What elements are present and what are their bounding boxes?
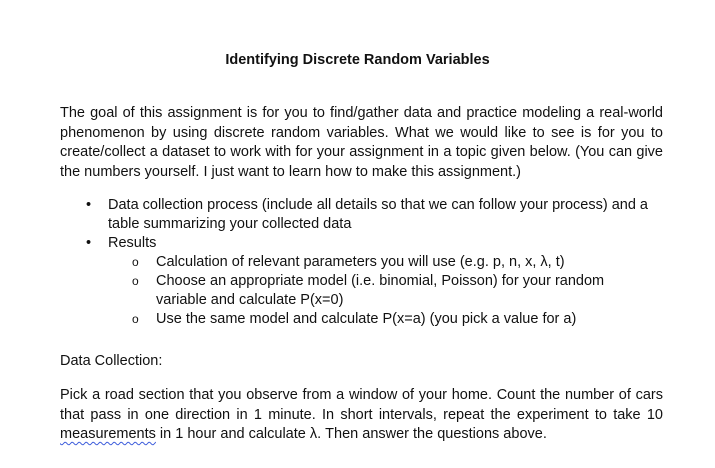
data-collection-paragraph [60,386,663,445]
bullet-text-results: Results [108,235,157,251]
document-title: Identifying Discrete Random Variables [225,52,490,68]
list-item [132,253,626,272]
intro-paragraph: The goal of this assignment is for you to find/gather data and practice modeling a real-world phenomenon by using discrete random variables. What we would like to see is for you to create/collect a dataset to work with for your assignment in a topic given below. (You can give the numbers yourself. I just want to learn how to make this assignment.) [60,105,663,180]
list-item [0,234,668,329]
results-sublist [108,253,668,329]
section-heading: Data Collection: [60,353,163,369]
list-item [0,196,668,234]
bullet-icon: • [86,197,92,213]
subitem-text: Use the same model and calculate P(x=a) (you pick a value for a) [156,311,577,327]
hollow-bullet-icon: o [132,255,139,269]
list-item [132,272,626,310]
data-collection-text-start: Pick a road section that you observe from a window of your home. Count the number of cars that pass in one direction in 1 minute. In short intervals, repeat the experiment to take 10 [60,387,663,423]
subitem-text: Calculation of relevant parameters you will use (e.g. p, n, x, λ, t) [156,254,565,270]
hollow-bullet-icon: o [132,312,139,326]
data-collection-text-end: in 1 hour and calculate λ. Then answer the questions above. [155,426,547,442]
hollow-bullet-icon: o [132,274,139,288]
bullet-icon: • [86,235,92,251]
spellcheck-flagged-word[interactable]: measurements [60,426,156,442]
bullet-text-data-collection: Data collection process (include all details so that we can follow your process) and a table summarizing your collected data [108,197,648,232]
subitem-text: Choose an appropriate model (i.e. binomial, Poisson) for your random variable and calculate P(x=0) [156,273,605,308]
list-item [132,310,626,329]
requirements-list [0,196,715,329]
